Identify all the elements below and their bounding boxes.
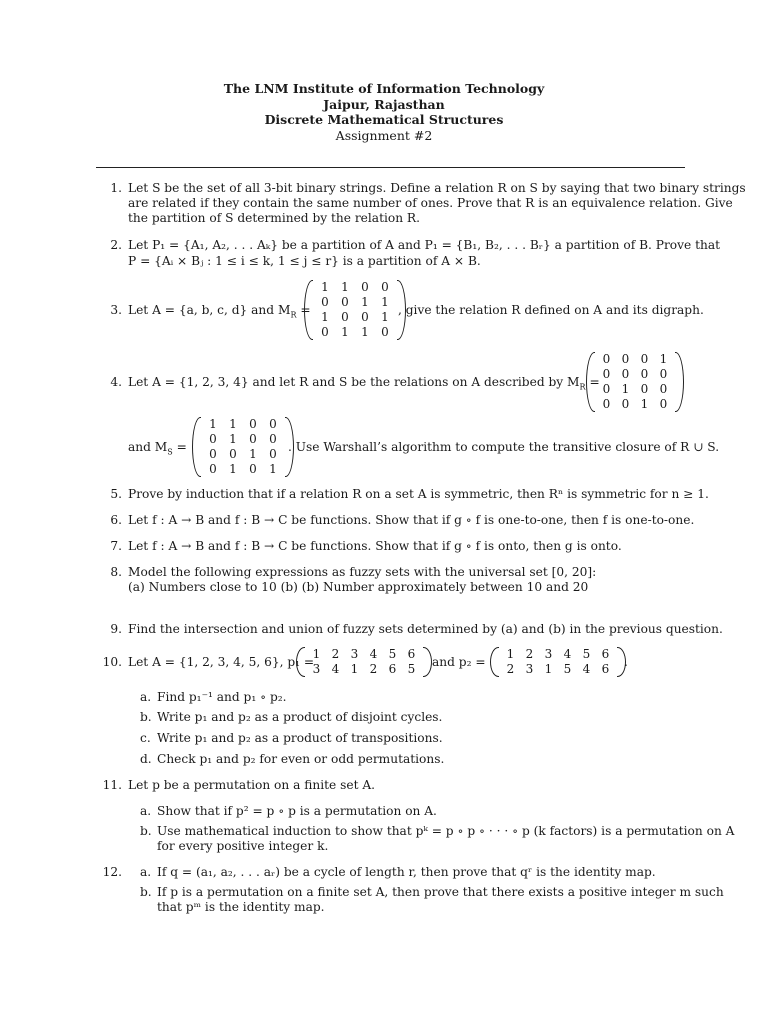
q6-number: 6.	[110, 513, 122, 527]
q4-ms-cell-3-1: 1	[229, 462, 237, 476]
q6-text: Let f : A → B and f : B → C be functions. Show that if g ∘ f is one-to-one, then f is one-to-one.	[128, 513, 695, 527]
q4-ms-cell-3-3: 1	[269, 462, 277, 476]
q10a-text: Find p₁⁻¹ and p₁ ∘ p₂.	[157, 690, 287, 704]
q4-ms-cell-3-2: 0	[249, 462, 257, 476]
q12b-line-2: that pᵐ is the identity map.	[157, 900, 325, 914]
q4-mr-cell-0-0: 0	[602, 352, 611, 366]
q11b-line-2: for every positive integer k.	[157, 839, 329, 853]
q9-text: Find the intersection and union of fuzzy sets determined by (a) and (b) in the previous question.	[128, 622, 723, 636]
q10-text-pre: Let A = {1, 2, 3, 4, 5, 6}, p₁ =	[128, 655, 315, 669]
p2-cell-1-5: 6	[601, 662, 610, 676]
q11b-label: b.	[140, 824, 152, 838]
q4-ms-cell-2-2: 1	[249, 447, 257, 461]
q4-number: 4.	[110, 375, 122, 389]
q9-number: 9.	[110, 622, 122, 636]
q10d-label: d.	[140, 752, 152, 766]
q4-mr-cell-1-0: 0	[602, 367, 611, 381]
p1-cell-1-1: 4	[331, 662, 340, 676]
q2-line-2: P = {Aᵢ × Bⱼ : 1 ≤ i ≤ k, 1 ≤ j ≤ r} is a partition of A × B.	[128, 254, 481, 268]
p2-cell-1-2: 1	[544, 662, 553, 676]
q4-mr-cell-0-3: 1	[659, 352, 668, 366]
q3-matrix-mr	[304, 280, 406, 340]
q4-mr-cell-1-2: 0	[640, 367, 649, 381]
mr-cell-3-2: 1	[361, 325, 369, 339]
q4-mr-cell-2-1: 1	[621, 382, 630, 396]
q4-ms-cell-0-1: 1	[229, 417, 237, 431]
p1-cell-0-2: 3	[350, 647, 359, 661]
q4-ms-cell-0-3: 0	[269, 417, 277, 431]
q1-number: 1.	[110, 181, 122, 195]
q10-perm-p1	[296, 647, 432, 677]
q4-ms-cell-1-0: 0	[209, 432, 217, 446]
p2-cell-1-4: 4	[582, 662, 591, 676]
p2-cell-0-3: 4	[563, 647, 572, 661]
q4-matrix-mr	[586, 352, 684, 412]
q5-number: 5.	[110, 487, 122, 501]
assignment-number: Assignment #2	[335, 128, 433, 143]
q2-line-1: Let P₁ = {A₁, A₂, . . . Aₖ} be a partition of A and P₁ = {B₁, B₂, . . . Bᵣ} a partition of B. Prove that	[128, 238, 721, 252]
mr-cell-1-3: 1	[381, 295, 389, 309]
q10d-text: Check p₁ and p₂ for even or odd permutations.	[157, 752, 445, 766]
q10-end: .	[624, 655, 628, 669]
p2-cell-0-5: 6	[601, 647, 610, 661]
q8-line-2: (a) Numbers close to 10 (b) (b) Number approximately between 10 and 20	[128, 580, 589, 594]
q4-ms-cell-0-2: 0	[249, 417, 257, 431]
p1-cell-0-3: 4	[369, 647, 378, 661]
q4-mr-cell-3-2: 1	[640, 397, 649, 411]
q10-number: 10.	[102, 655, 122, 669]
q4-ms-cell-2-0: 0	[209, 447, 217, 461]
q4-ms-cell-1-1: 1	[229, 432, 237, 446]
q4-ms-cell-1-2: 0	[249, 432, 257, 446]
q11-number: 11.	[102, 778, 122, 792]
q5-text: Prove by induction that if a relation R on a set A is symmetric, then Rⁿ is symmetric for n ≥ 1.	[128, 487, 709, 501]
q10-and-p2: and p₂ =	[432, 655, 486, 669]
q4-text-post: . Use Warshall’s algorithm to compute the transitive closure of R ∪ S.	[288, 440, 720, 454]
q11a-line-1: Show that if p² = p ∘ p is a permutation on A.	[157, 804, 437, 818]
p2-cell-1-0: 2	[506, 662, 515, 676]
q4-mr-cell-1-3: 0	[659, 367, 668, 381]
p2-cell-0-1: 2	[525, 647, 534, 661]
course-title: Discrete Mathematical Structures	[264, 112, 504, 127]
header-divider	[96, 167, 685, 168]
q3-text-pre: Let A = {a, b, c, d} and $M_R$ =	[128, 303, 311, 320]
q1-line-2: are related if they contain the same number of ones. Prove that R is an equivalence relation. Give	[128, 196, 733, 210]
q11b-line-1: Use mathematical induction to show that pᵏ = p ∘ p ∘ · · · ∘ p (k factors) is a permutation on A	[157, 824, 735, 838]
p2-cell-1-3: 5	[563, 662, 572, 676]
q8-number: 8.	[110, 565, 122, 579]
mr-cell-0-3: 0	[381, 280, 389, 294]
q4-mr-cell-0-1: 0	[621, 352, 630, 366]
p2-cell-1-1: 3	[525, 662, 534, 676]
p1-cell-0-5: 6	[407, 647, 416, 661]
q11a-label: a.	[140, 804, 152, 818]
q12b-label: b.	[140, 885, 152, 899]
q10b-text: Write p₁ and p₂ as a product of disjoint cycles.	[157, 710, 443, 724]
q4-ms-cell-1-3: 0	[269, 432, 277, 446]
q12-number: 12.	[102, 865, 122, 879]
mr-cell-1-0: 0	[321, 295, 329, 309]
q4-ms-cell-3-0: 0	[209, 462, 217, 476]
institute-name: The LNM Institute of Information Technology	[223, 81, 545, 96]
q4-mr-cell-3-1: 0	[621, 397, 630, 411]
q4-text-pre: Let A = {1, 2, 3, 4} and let R and S be the relations on A described by $M_R$ =	[128, 375, 600, 392]
p1-cell-1-0: 3	[312, 662, 321, 676]
p1-cell-1-3: 2	[369, 662, 378, 676]
p2-cell-0-2: 3	[544, 647, 553, 661]
p1-cell-1-4: 6	[388, 662, 397, 676]
mr-cell-0-0: 1	[321, 280, 329, 294]
q2-number: 2.	[110, 238, 122, 252]
q10a-label: a.	[140, 690, 152, 704]
q10-perm-p2	[490, 647, 626, 677]
location: Jaipur, Rajasthan	[323, 97, 445, 112]
p2-cell-0-4: 5	[582, 647, 591, 661]
q3-number: 3.	[110, 303, 122, 317]
q10c-label: c.	[140, 731, 151, 745]
q4-mr-cell-2-3: 0	[659, 382, 668, 396]
mr-cell-2-2: 0	[361, 310, 369, 324]
q8-line-1: Model the following expressions as fuzzy sets with the universal set [0, 20]:	[128, 565, 597, 579]
q10b-label: b.	[140, 710, 152, 724]
q4-and-ms: and $M_S$ =	[128, 440, 187, 457]
q7-number: 7.	[110, 539, 122, 553]
mr-cell-1-2: 1	[361, 295, 369, 309]
q11-text: Let p be a permutation on a finite set A.	[128, 778, 376, 792]
q4-mr-cell-2-0: 0	[602, 382, 611, 396]
p1-cell-0-1: 2	[331, 647, 340, 661]
p1-cell-1-2: 1	[350, 662, 359, 676]
q4-mr-cell-1-1: 0	[621, 367, 630, 381]
q7-text: Let f : A → B and f : B → C be functions. Show that if g ∘ f is onto, then g is onto.	[128, 539, 622, 553]
p1-cell-1-5: 5	[407, 662, 416, 676]
p1-cell-0-4: 5	[388, 647, 397, 661]
mr-cell-2-1: 0	[341, 310, 349, 324]
mr-cell-2-0: 1	[321, 310, 329, 324]
q1-line-1: Let S be the set of all 3-bit binary strings. Define a relation R on S by saying that two binary strings	[128, 181, 746, 195]
mr-cell-3-1: 1	[341, 325, 349, 339]
mr-cell-2-3: 1	[381, 310, 389, 324]
p2-cell-0-0: 1	[506, 647, 515, 661]
q1-line-3: the partition of S determined by the relation R.	[128, 211, 420, 225]
mr-cell-0-2: 0	[361, 280, 369, 294]
q12b-line-1: If p is a permutation on a finite set A, then prove that there exists a positive integer m such	[157, 885, 724, 899]
q4-mr-cell-2-2: 0	[640, 382, 649, 396]
p1-cell-0-0: 1	[312, 647, 321, 661]
q4-mr-cell-0-2: 0	[640, 352, 649, 366]
q12a-line-1: If q = (a₁, a₂, . . . aᵣ) be a cycle of length r, then prove that qʳ is the identity map.	[157, 865, 656, 879]
q4-ms-cell-2-3: 0	[269, 447, 277, 461]
mr-cell-3-0: 0	[321, 325, 329, 339]
q4-mr-cell-3-3: 0	[659, 397, 668, 411]
q4-mr-cell-3-0: 0	[602, 397, 611, 411]
q3-text-post: , give the relation R defined on A and its digraph.	[398, 303, 704, 317]
q4-ms-cell-0-0: 1	[209, 417, 217, 431]
mr-cell-0-1: 1	[341, 280, 349, 294]
q4-matrix-ms	[192, 417, 294, 477]
mr-cell-3-3: 0	[381, 325, 389, 339]
mr-cell-1-1: 0	[341, 295, 349, 309]
q10c-text: Write p₁ and p₂ as a product of transpositions.	[157, 731, 443, 745]
q12a-label: a.	[140, 865, 152, 879]
q4-ms-cell-2-1: 0	[229, 447, 237, 461]
